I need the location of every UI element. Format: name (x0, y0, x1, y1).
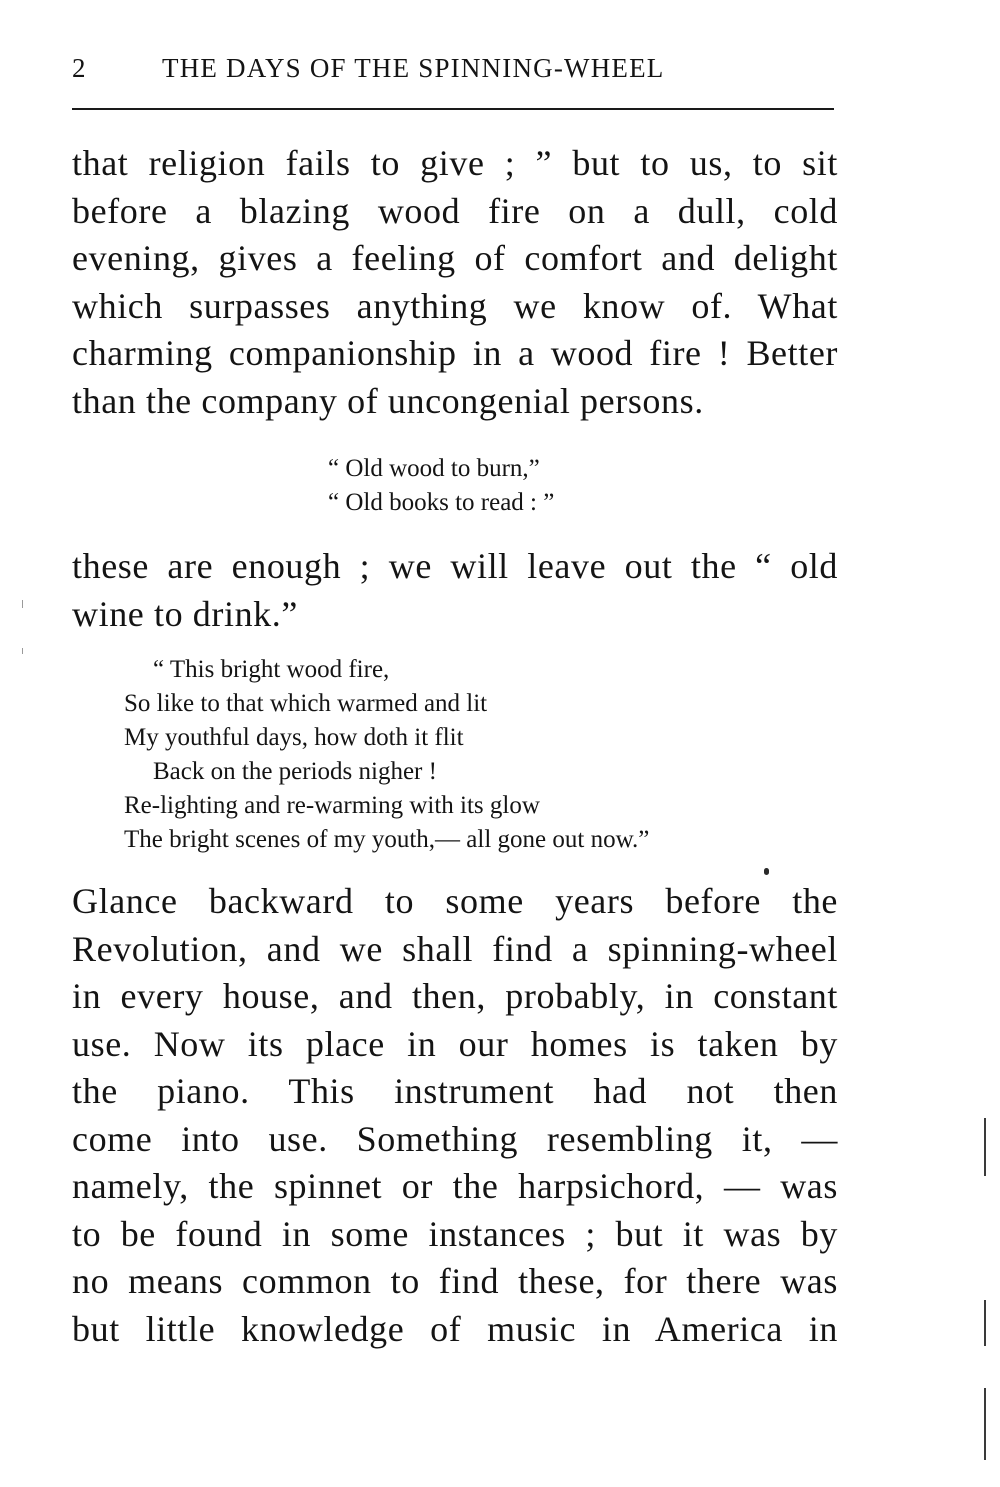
header-rule (72, 108, 834, 110)
verse-line: “ This bright wood fire, (153, 656, 390, 683)
text-line: use. Now its place in our homes is taken by (72, 1023, 838, 1064)
verse-line: My youthful days, how doth it flit (124, 724, 464, 751)
text-line: before a blazing wood fire on a dull, cold (72, 190, 838, 231)
quotation-1 (328, 452, 554, 520)
scan-edge-mark (984, 1118, 986, 1176)
quotation-2 (124, 653, 649, 857)
text-line: in every house, and then, probably, in constant (72, 976, 838, 1016)
text-line: come into use. Something resembling it, — (72, 1118, 838, 1159)
running-title: THE DAYS OF THE SPINNING-WHEEL (162, 53, 665, 83)
scan-speck (764, 868, 769, 875)
verse-line: “ Old books to read : ” (328, 489, 555, 516)
scan-edge-mark (22, 600, 23, 608)
verse-line: Re-lighting and re-warming with its glow (124, 792, 540, 819)
paragraph-3 (72, 878, 838, 1353)
verse-line: Back on the periods nigher ! (153, 758, 437, 785)
text-line: namely, the spinnet or the harpsichord, — was (72, 1166, 838, 1206)
text-line: to be found in some instances ; but it was by (72, 1213, 838, 1254)
text-line: wine to drink.” (72, 593, 298, 634)
scan-edge-mark (984, 1388, 986, 1460)
text-line: that religion fails to give ; ” but to us, to sit (72, 143, 838, 183)
text-line: but little knowledge of music in America in (72, 1308, 838, 1349)
paragraph-1 (72, 140, 838, 425)
running-head (72, 50, 834, 86)
page-number: 2 (72, 53, 87, 83)
text-line: these are enough ; we will leave out the “ old (72, 546, 838, 586)
text-line: which surpasses anything we know of. What (72, 285, 838, 326)
text-line: Glance backward to some years before the (72, 881, 838, 921)
verse-line: “ Old wood to burn,” (328, 455, 540, 482)
scan-edge-mark (984, 1300, 986, 1346)
text-line: than the company of uncongenial persons. (72, 380, 704, 421)
verse-line: The bright scenes of my youth,— all gone out now.” (124, 826, 650, 853)
text-line: the piano. This instrument had not then (72, 1071, 838, 1111)
paragraph-2 (72, 543, 838, 638)
text-line: Revolution, and we shall find a spinning-wheel (72, 928, 838, 969)
text-line: evening, gives a feeling of comfort and delight (72, 238, 838, 278)
text-line: no means common to find these, for there was (72, 1261, 838, 1301)
scan-edge-mark (22, 648, 23, 654)
text-line: charming companionship in a wood fire ! Better (72, 333, 838, 373)
verse-line: So like to that which warmed and lit (124, 690, 488, 717)
